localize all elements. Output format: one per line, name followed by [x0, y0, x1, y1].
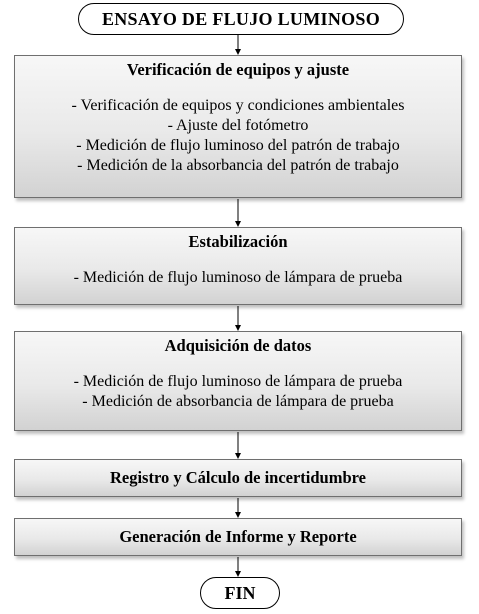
- step-record-uncertainty: [14, 459, 462, 497]
- start-terminator: [78, 3, 404, 35]
- step-title: Registro y Cálculo de incertidumbre: [109, 468, 367, 487]
- step-detail-line: - Medición de flujo luminoso de lámpara de prueba: [73, 373, 403, 390]
- step-details: [15, 96, 461, 176]
- end-terminator: [200, 577, 280, 609]
- step-detail-line: - Medición de la absorbancia del patrón de trabajo: [77, 157, 399, 174]
- step-title: Generación de Informe y Reporte: [119, 527, 357, 546]
- step-title: Adquisición de datos: [164, 336, 312, 355]
- end-label: FIN: [224, 582, 256, 603]
- step-detail-line: - Medición de flujo luminoso de lámpara de prueba: [73, 269, 403, 286]
- step-report-generation: [14, 518, 462, 556]
- step-stabilization: [14, 227, 462, 305]
- step-detail-line: - Medición de flujo luminoso del patrón de trabajo: [76, 137, 400, 154]
- start-label: ENSAYO DE FLUJO LUMINOSO: [101, 8, 381, 29]
- step-equipment-verification: [14, 55, 462, 198]
- step-data-acquisition: [14, 331, 462, 431]
- step-title: Estabilización: [188, 232, 288, 251]
- step-detail-line: - Medición de absorbancia de lámpara de prueba: [82, 393, 394, 410]
- step-detail-line: - Ajuste del fotómetro: [167, 117, 309, 134]
- step-details: [15, 268, 461, 288]
- step-detail-line: - Verificación de equipos y condiciones ambientales: [71, 97, 405, 114]
- step-title: Verificación de equipos y ajuste: [126, 60, 350, 79]
- step-details: [15, 372, 461, 412]
